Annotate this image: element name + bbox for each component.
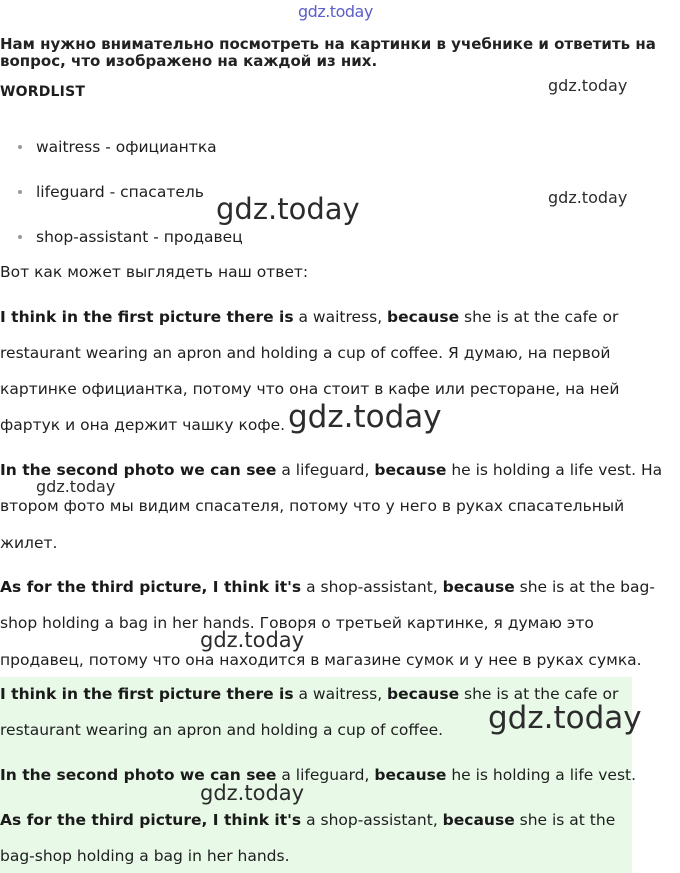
watermark-top: gdz.today bbox=[298, 2, 373, 21]
paragraph-2-line-3: жилет. bbox=[0, 534, 58, 552]
bullet-icon bbox=[18, 235, 22, 239]
paragraph-2-line-2: втором фото мы видим спасателя, потому что у него в руках спасательный bbox=[0, 497, 625, 515]
paragraph-1-line-2: restaurant wearing an apron and holding a cup of coffee. Я думаю, на первой bbox=[0, 344, 611, 362]
paragraph-3-line-2: shop holding a bag in her hands. Говоря о третьей картинке, я думаю это bbox=[0, 614, 594, 632]
paragraph-3-line-1: As for the third picture, I think it's a shop-assistant, because she is at the bag- bbox=[0, 578, 655, 596]
watermark: gdz.today bbox=[36, 477, 116, 496]
intro-text: Вот как может выглядеть наш ответ: bbox=[0, 263, 309, 281]
task-text-cut: вопрос, что изображено на каждой из них. bbox=[0, 52, 378, 70]
paragraph-1-line-1: I think in the first picture there is a waitress, because she is at the cafe or bbox=[0, 308, 619, 326]
watermark: gdz.today bbox=[288, 399, 442, 435]
watermark: gdz.today bbox=[488, 700, 642, 736]
paragraph-1-line-4: фартук и она держит чашку кофе. bbox=[0, 416, 286, 434]
watermark: gdz.today bbox=[548, 188, 628, 207]
watermark: gdz.today bbox=[216, 192, 360, 226]
watermark: gdz.today bbox=[200, 781, 305, 805]
watermark: gdz.today bbox=[548, 76, 628, 95]
answer-1-line-2: restaurant wearing an apron and holding a cup of coffee. bbox=[0, 721, 444, 739]
paragraph-1-line-3: картинке официантка, потому что она стоит в кафе или ресторане, на ней bbox=[0, 380, 620, 398]
paragraph-3-line-3: продавец, потому что она находится в магазине сумок и у нее в руках сумка. bbox=[0, 651, 642, 669]
answer-3-line-1: As for the third picture, I think it's a shop-assistant, because she is at the bbox=[0, 811, 616, 829]
task-text: Нам нужно внимательно посмотреть на картинки в учебнике и ответить на bbox=[0, 35, 656, 53]
bullet-icon bbox=[18, 145, 22, 149]
bullet-icon bbox=[18, 190, 22, 194]
wordlist-title: WORDLIST bbox=[0, 84, 86, 100]
answer-3-line-2: bag-shop holding a bag in her hands. bbox=[0, 847, 290, 865]
paragraph-2-line-1: In the second photo we can see a lifeguard, because he is holding a life vest. На bbox=[0, 461, 663, 479]
answer-2-line-1: In the second photo we can see a lifeguard, because he is holding a life vest. bbox=[0, 766, 637, 784]
answer-1-line-1: I think in the first picture there is a waitress, because she is at the cafe or bbox=[0, 685, 619, 703]
watermark: gdz.today bbox=[200, 628, 305, 652]
